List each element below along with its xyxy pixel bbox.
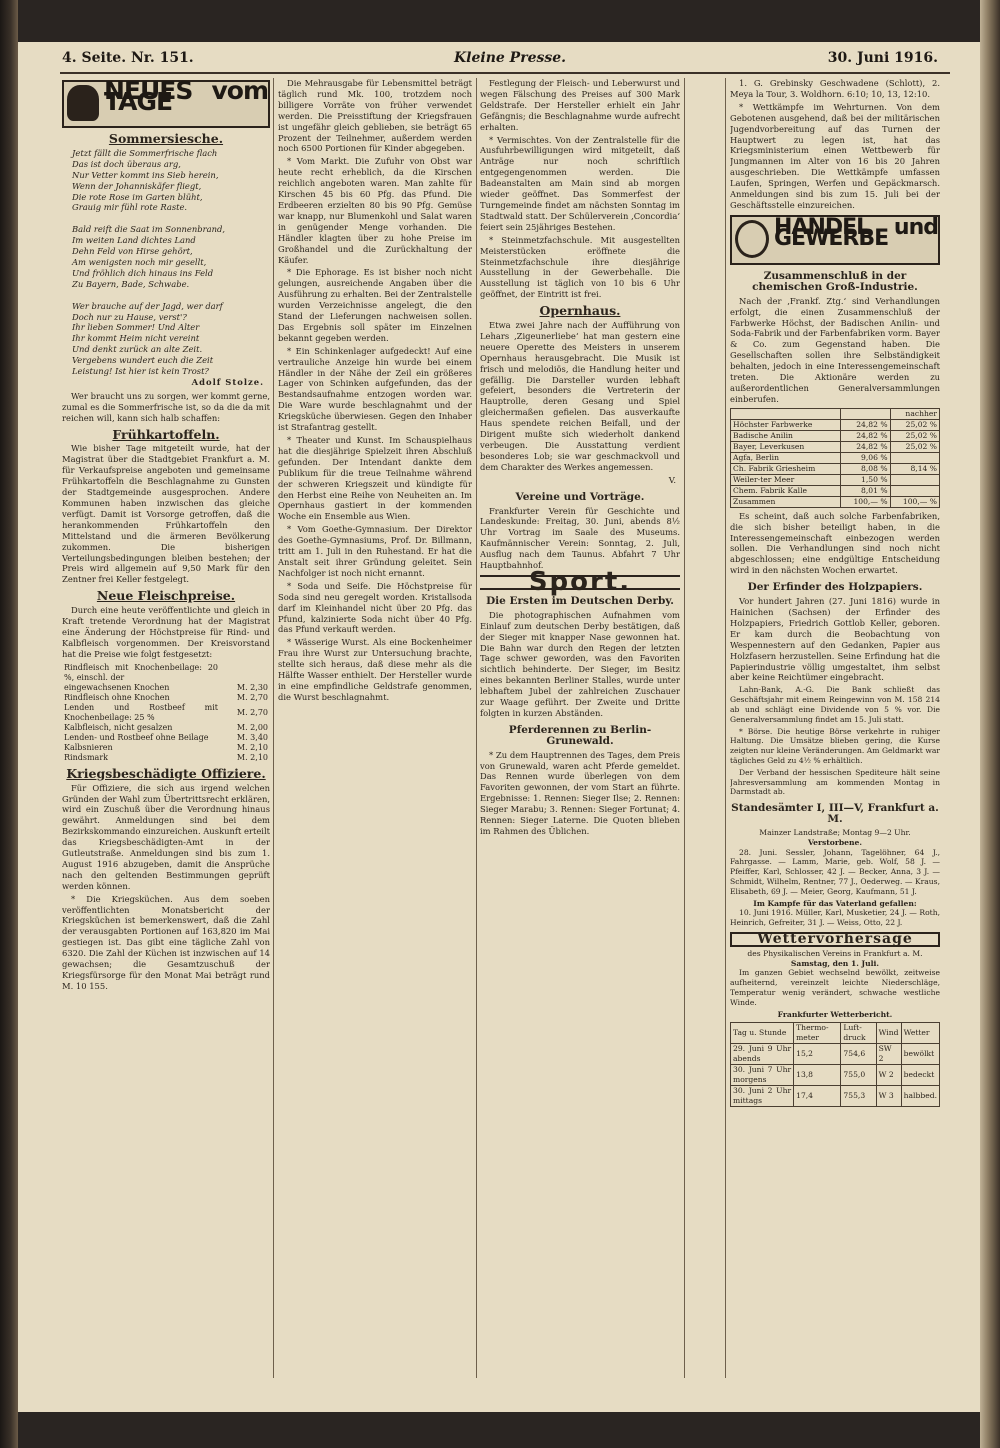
price-value: M. 2,00 — [236, 722, 268, 732]
article-verband: Der Verband der hessischen Spediteure hält seine Jahresversammlung am kommenden Montag in Darmstadt ab. — [730, 767, 940, 797]
chem-before: 24,82 % — [841, 441, 890, 452]
article-opernhaus: Etwa zwei Jahre nach der Aufführung von Lehars ‚Zigeunerliebe‘ hat man gestern eine neuere Operette des Meisters in unserem Opernhaus herausgebracht. Die Musik ist frisch und melodiös, die Handlung heiter und gefällig. Die Darsteller wurden lebhaft gefeiert, besonders die Vertreterin der Hauptrolle, deren Gesang und Spiel gleichermaßen gefielen. Das ausverkaufte Haus spendete reichen Beifall, und der Dirigent mußte sich wiederholt dankend verbeugen. Die Ausstattung verdient besonderes Lob; sie war geschmackvoll und dem Charakter des Werkes angemessen. — [480, 320, 680, 472]
chem-before: 8,08 % — [841, 463, 890, 474]
poem-line: Vergebens wundert euch die Zeit — [72, 355, 214, 366]
price-value: M. 2,70 — [236, 692, 268, 702]
article-vereine: Frankfurter Verein für Geschichte und Landeskunde: Freitag, 30. Juni, abends 8½ Uhr Vortrag im Saale des Museums. Kaufmännischer Verein: Sonntag, 2. Juli, Ausflug nach dem Taunus. Abfahrt 7 Uhr Hauptbahnhof. — [480, 505, 680, 571]
weather-row — [731, 1065, 940, 1086]
chem-row — [731, 485, 940, 496]
chem-before: 8,01 % — [841, 485, 890, 496]
price-value: M. 2,30 — [236, 682, 268, 692]
wetter-table-title: Frankfurter Wetterbericht. — [777, 1009, 893, 1019]
article-holzpapier: Vor hundert Jahren (27. Juni 1816) wurde in Hainichen (Sachsen) der Erfinder des Holzpapiers, Friedrich Gottlob Keller, geboren. Er kam durch die Beobachtung von Wespennestern auf den Gedanken, Papier aus Holzfasern herzustellen. Seine Erfindung hat die Papierindustrie völlig umgestaltet, ihm selbst aber keine Reichtümer eingebracht. — [730, 596, 940, 683]
weather-condition: bewölkt — [901, 1044, 939, 1065]
price-value — [220, 663, 270, 683]
article-soda: * Soda und Seife. Die Höchstpreise für Soda sind neu geregelt worden. Kristallsoda darf im Kleinhandel nicht über 20 Pfg. das Pfund, kalzinierte Soda nicht über 40 Pfg. das Pfund verkauft werden. — [278, 580, 472, 635]
poem-line: Das ist doch überaus arg, — [72, 158, 181, 169]
price-item: Rindfleisch ohne Knochen — [64, 692, 170, 702]
poem-line: Bald reift die Saat im Sonnenbrand, — [72, 224, 225, 235]
column-4 — [730, 78, 940, 1378]
chem-row — [731, 441, 940, 452]
article-pferderennen: * Zu dem Hauptrennen des Tages, dem Preis von Grunewald, waren acht Pferde gemeldet. Das Rennen wurde überlegen von dem Favoriten gewonnen, der vom Start an führte. Ergebnisse: 1. Rennen: Sieger Ilse; 2. Rennen: Sieger Marabu; 3. Rennen: Sieger Fortunat; 4. Rennen: Sieger Laterne. Die Quoten blieben im Rahmen des Üblichen. — [480, 749, 680, 836]
poem-line: Wer brauche auf der Jagd, wer darf — [72, 300, 223, 311]
weather-pressure: 754,6 — [841, 1044, 876, 1065]
poem-author: Adolf Stolze. — [191, 376, 264, 387]
column-2 — [278, 78, 472, 1378]
section-banner-title: HANDEL und GEWERBE — [774, 214, 938, 251]
chem-header-cell — [731, 408, 841, 419]
article-chemie: Nach der ‚Frankf. Ztg.‘ sind Verhandlungen erfolgt, die einen Zusammenschluß der Farbwerke Höchst, der Badischen Anilin- und Soda-Fabrik und der Farbenfabriken vorm. Bayer & Co. zum Gegenstand haben. Die Gesellschaften sollen ihre Selbständigkeit behalten, jedoch in eine Interessengemeinschaft treten. Die Aktionäre werden zu außerordentlichen Generalversammlungen einberufen. — [730, 295, 940, 404]
article-wurst: * Wässerige Wurst. Als eine Bockenheimer Frau ihre Wurst zur Untersuchung brachte, stellte sich heraus, daß diese mehr als die Hälfte Wasser enthielt. Der Hersteller wurde in eine empfindliche Geldstrafe genommen, die Wurst beschlagnahmt. — [278, 637, 472, 702]
headline-vereine: Vereine und Vorträge. — [515, 490, 645, 503]
weather-pressure: 755,3 — [841, 1086, 876, 1107]
headline-opernhaus: Opernhaus. — [539, 303, 621, 319]
headline-offiziere: Kriegsbeschädigte Offiziere. — [66, 765, 266, 781]
price-item: Lenden und Rostbeef mit Knochenbeilage: 25 % — [64, 702, 218, 722]
poem-line: Wenn der Johanniskäfer fliegt, — [72, 180, 202, 191]
chem-header-row — [731, 408, 940, 419]
masthead-title: Kleine Presse. — [454, 50, 567, 66]
weather-temp: 17,4 — [794, 1086, 841, 1107]
chem-after: 100,— % — [890, 496, 939, 507]
article-boerse: * Börse. Die heutige Börse verkehrte in ruhiger Haltung. Die Umsätze blieben gering, die Kurse zeigten nur kleine Veränderungen. Am Geldmarkt war tägliches Geld zu 4½ % erhältlich. — [730, 726, 940, 765]
chem-row — [731, 496, 940, 507]
article-festlegung: Festlegung der Fleisch- und Leberwurst und wegen Fälschung des Preises auf 300 Mark Geldstrafe. Der Hersteller erhielt ein Jahr Gefängnis; die Beschlagnahme wurde aufrecht erhalten. — [480, 78, 680, 132]
column-divider — [273, 78, 274, 1378]
wetter-day: Samstag, den 1. Juli. — [790, 958, 880, 968]
issue-date: 30. Juni 1916. — [827, 50, 938, 66]
chem-row — [731, 452, 940, 463]
chem-name: Agfa, Berlin — [731, 452, 841, 463]
weather-header-row — [731, 1023, 940, 1044]
headline-standesaemter: Standesämter I, III—V, Frankfurt a. M. — [731, 802, 939, 826]
chem-header-cell — [841, 408, 890, 419]
weather-header-cell: Wind — [876, 1023, 901, 1044]
chem-after: 25,02 % — [890, 430, 939, 441]
headline-pferderennen: Pferderennen zu Berlin-Grunewald. — [508, 723, 652, 747]
price-item: eingewachsenen Knochen — [64, 682, 170, 692]
article-steinmetz: * Steinmetzfachschule. Mit ausgestellten Meisterstücken eröffnete die Steinmetzfachschule ihre diesjährige Ausstellung in der Gewerbehalle. Die Ausstellung ist täglich von 10 bis 6 Uhr geöffnet, der Eintritt ist frei. — [480, 234, 680, 300]
wetter-text: Im ganzen Gebiet wechselnd bewölkt, zeitweise aufheiternd, vereinzelt leichte Niederschläge, Temperatur wenig verändert, schwache westliche Winde. — [730, 968, 940, 1007]
section-title-sport: Sport. — [480, 575, 680, 590]
poem-line: Leistung! Ist hier ist kein Trost? — [72, 366, 209, 377]
article-wehrturnen: * Wettkämpfe im Wehrturnen. Von dem Gebotenen ausgehend, daß bei der militärischen Jugendvorbereitung auf das Turnen der Hauptwert zu legen ist, hat das Kriegsministerium einen Wettbewerb für Jungmannen im Alter von 16 bis 20 Jahren ausgeschrieben. Die Wettkämpfe umfassen Laufen, Springen, Werfen und Gepäckmarsch. Anmeldungen sind bis zum 15. Juli bei der Geschäftsstelle einzureichen. — [730, 101, 940, 210]
book-spine — [0, 0, 18, 1448]
poem-line: Im weiten Land dichtes Land — [72, 235, 196, 246]
poem — [72, 148, 270, 388]
poem-line: Nur Vetter kommt ins Sieb herein, — [72, 169, 219, 180]
chemistry-table — [730, 408, 940, 508]
standes-verstorbene: Verstorbene. — [807, 837, 862, 847]
section-banner-handel — [730, 215, 940, 265]
article-results: 1. G. Grebinsky Geschwadene (Schlott), 2. Meya la Tour, 3. Woldhorn. 6:10; 10, 13, 12:10. — [730, 78, 940, 99]
weather-row — [731, 1086, 940, 1107]
chem-row — [731, 474, 940, 485]
article-derby: Die photographischen Aufnahmen vom Einlauf zum deutschen Derby bestätigen, daß der Sieger mit knapper Nase gewonnen hat. Die Bahn war durch den Regen der letzten Tage schwer geworden, was den Favoriten sichtlich behinderte. Der Sieger, im Besitz eines bekannten Berliner Stalles, wurde unter lebhaftem Jubel der zahlreichen Zuschauer zur Waage geführt. Der Zweite und Dritte folgten in kurzen Abständen. — [480, 609, 680, 718]
article-intro: Wer braucht uns zu sorgen, wer kommt gerne, zumal es die Sommerfrische ist, so da die da mit reichen will, kann sich halb schaffen: — [62, 390, 270, 423]
weather-time: 30. Juni 2 Uhr mittags — [731, 1086, 794, 1107]
article-schinkenlager: * Ein Schinkenlager aufgedeckt! Auf eine vertrauliche Anzeige hin wurde bei einem Händler in der Nähe der Zeil ein größeres Lager von Schinken aufgefunden, das der Bestandsaufnahme entzogen worden war. Die Ware wurde beschlagnahmt und der Kriegsküche überwiesen. Gegen den Inhaber ist Strafantrag gestellt. — [278, 345, 472, 433]
weather-condition: halbbed. — [901, 1086, 939, 1107]
weather-table — [730, 1022, 940, 1107]
price-value: M. 3,40 — [236, 732, 268, 742]
article-gymnasium: * Vom Goethe-Gymnasium. Der Direktor des Goethe-Gymnasiums, Prof. Dr. Billmann, tritt am 1. Juli in den Ruhestand. Er hat die Anstalt seit ihrer Gründung geleitet. Sein Nachfolger ist noch nicht ernannt. — [278, 524, 472, 578]
article-signature: V. — [668, 474, 676, 485]
price-row — [62, 683, 270, 693]
price-item: Rindsmark — [64, 752, 108, 762]
price-row — [62, 743, 270, 753]
chem-row — [731, 430, 940, 441]
article-fruehkartoffeln: Wie bisher Tage mitgeteilt wurde, hat der Magistrat über die Stadtgebiet Frankfurt a. M. für Verkaufspreise angeboten und gemeinsame Frühkartoffeln die Beschlagnahme zu Gunsten der Stadtgemeinde ausgesprochen. Andere Kommunen haben inzwischen das gleiche verfügt. Damit ist Vorsorge getroffen, daß die herankommenden Frühkartoffeln den Mittelstand und die ärmeren Bevölkerung zukommen. Die bisherigen Verteilungsbedingungen bleiben bestehen; der Preis wird allgemein auf 9,50 Mark für den Zentner frei Keller festgelegt. — [62, 443, 270, 585]
page-edge — [980, 0, 1000, 1448]
chem-after: 8,14 % — [890, 463, 939, 474]
weather-header-cell: Wetter — [901, 1023, 939, 1044]
chem-before: 1,50 % — [841, 474, 890, 485]
section-banner-title: NEUES vom TAGE — [104, 78, 268, 116]
chem-name: Ch. Fabrik Griesheim — [731, 463, 841, 474]
chem-after — [890, 452, 939, 463]
weather-header-cell: Luft-druck — [841, 1023, 876, 1044]
chem-name: Bayer, Leverkusen — [731, 441, 841, 452]
chem-before: 100,— % — [841, 496, 890, 507]
weather-wind: SW 2 — [876, 1044, 901, 1065]
weather-row — [731, 1044, 940, 1065]
standes-gefallen: Im Kampfe für das Vaterland gefallen: — [753, 898, 917, 908]
chem-name: Höchster Farbwerke — [731, 419, 841, 430]
price-table — [62, 663, 270, 763]
article-vermischtes: * Vermischtes. Von der Zentralstelle für die Ausfuhrbewilligungen wird mitgeteilt, daß Anträge nur noch schriftlich entgegengenommen werden. Die Badeanstalten am Main sind ab morgen wieder geöffnet. Das Sommerfest der Turngemeinde findet am nächsten Sonntag im Stadtwald statt. Der Schülerverein ‚Concordia‘ feiert sein 25jähriges Bestehen. — [480, 134, 680, 232]
header-rule — [60, 72, 950, 74]
article-fleischpreise: Durch eine heute veröffentlichte und gleich in Kraft tretende Verordnung hat der Magistrat eine Änderung der Höchstpreise für Rind- und Kalbfleisch vorgenommen. Der Kreisvorstand hat die Preise wie folgt festgesetzt: — [62, 605, 270, 659]
poem-line: Doch nur zu Hause, verst'? — [72, 311, 187, 322]
poem-line — [72, 290, 270, 301]
poem-line: Die rote Rose im Garten blüht, — [72, 191, 203, 202]
chem-row — [731, 463, 940, 474]
chem-after — [890, 474, 939, 485]
column-1 — [62, 78, 270, 1378]
weather-wind: W 2 — [876, 1065, 901, 1086]
poem-line: Ihr kommt Heim nicht vereint — [72, 333, 200, 344]
article-kriegskuechen: * Die Kriegsküchen. Aus dem soeben veröffentlichten Monatsbericht der Kriegsküchen ist bemerkenswert, daß die Zahl der verausgabten Portionen auf 163,820 im Mai gestiegen ist. Das gibt eine tägliche Zahl von 6320. Die Zahl der Küchen ist inzwischen auf 14 gewachsen; die Gesamtzuschuß der Kriegsfürsorge für den Monat Mai beträgt rund M. 10 155. — [62, 893, 270, 991]
poem-line: Dehn Feld von Hirse gehört, — [72, 246, 193, 257]
chem-after: 25,02 % — [890, 441, 939, 452]
article-bank: Lahn-Bank, A.-G. Die Bank schließt das Geschäftsjahr mit einem Reingewinn von M. 158 214 ab und schlägt eine Dividende von 5 % vor. Die Generalversammlung findet am 15. Juli statt. — [730, 685, 940, 724]
standes-subtitle: Mainzer Landstraße; Montag 9—2 Uhr. — [759, 827, 911, 837]
chem-name: Chem. Fabrik Kalle — [731, 485, 841, 496]
poem-line: Jetzt fällt die Sommerfrische flach — [72, 147, 218, 158]
headline-derby: Die Ersten im Deutschen Derby. — [486, 594, 674, 607]
poem-line: Grauig mir fühl rote Raste. — [72, 202, 188, 213]
price-value: M. 2,10 — [236, 742, 268, 752]
article-chemie-2: Es scheint, daß auch solche Farbenfabriken, die sich bisher beteiligt haben, in die Interessengemeinschaft einbezogen werden sollen. Die Verhandlungen sind noch nicht abgeschlossen; eine endgültige Entscheidung wird in den nächsten Wochen erwartet. — [730, 510, 940, 576]
poem-line: Und denkt zurück an alte Zeit. — [72, 344, 203, 355]
weather-header-cell: Tag u. Stunde — [731, 1023, 794, 1044]
chem-header-cell: nachher — [890, 408, 939, 419]
chem-after: 25,02 % — [890, 419, 939, 430]
column-divider — [725, 78, 726, 1378]
section-banner-neues — [62, 80, 270, 128]
price-value: M. 2,10 — [236, 752, 268, 762]
price-value: M. 2,70 — [236, 707, 268, 717]
weather-condition: bedeckt — [901, 1065, 939, 1086]
price-item: Rindfleisch mit Knochenbeilage: 20 %, einschl. der — [64, 662, 218, 682]
headline-holzpapier: Der Erfinder des Holzpapiers. — [747, 581, 923, 594]
chem-name: Weiler-ter Meer — [731, 474, 841, 485]
article-markt: * Vom Markt. Die Zufuhr von Obst war heute recht erheblich, da die Kirschen reichlich angeboten waren. Man zahlte für Kirschen 45 bis 60 Pfg. das Pfund. Die Erdbeeren erzielten 80 bis 90 Pfg. Gemüse war knapp, nur Blumenkohl und Salat waren in genügender Menge vorhanden. Die Händler klagten über zu hohe Preise im Großhandel und die Zurückhaltung der Käufer. — [278, 156, 472, 265]
column-3 — [480, 78, 680, 1378]
headline-fruehkartoffeln: Frühkartoffeln. — [112, 426, 220, 442]
chem-after — [890, 485, 939, 496]
poem-line: Zu Bayern, Bade, Schwabe. — [72, 278, 190, 289]
column-divider — [684, 78, 685, 1378]
weather-wind: W 3 — [876, 1086, 901, 1107]
wetter-subtitle: des Physikalischen Vereins in Frankfurt a. M. — [747, 948, 923, 958]
weather-time: 30. Juni 7 Uhr morgens — [731, 1065, 794, 1086]
headline-fleischpreise: Neue Fleischpreise. — [96, 588, 236, 604]
weather-temp: 13,8 — [794, 1065, 841, 1086]
price-item: Kalbfleisch, nicht gesalzen — [64, 722, 173, 732]
price-row — [62, 723, 270, 733]
poem-line — [72, 213, 270, 224]
chem-name: Badische Anilin — [731, 430, 841, 441]
chem-before: 9,06 % — [841, 452, 890, 463]
price-item: Lenden- und Rostbeef ohne Beilage — [64, 732, 209, 742]
price-row — [62, 753, 270, 763]
headline-chemie: Zusammenschluß in der chemischen Groß-Industrie. — [752, 269, 918, 293]
gefallen-list: 10. Juni 1916. Müller, Karl, Musketier, 24 J. — Roth, Heinrich, Gefreiter, 31 J. — Weiss, Otto, 22 J. — [730, 908, 940, 928]
chem-name: Zusammen — [731, 496, 841, 507]
article-offiziere: Für Offiziere, die sich aus irgend welchen Gründen der Wahl zum Übertrittsrecht erklären, wird ein Zuschuß über die Verordnung hinaus gewährt. Anmeldungen sind bei dem Bezirkskommando einzureichen. Auskunft erteilt das Kriegsbeschädigten-Amt in der Gutleutstraße. Anmeldungen sind bis zum 1. August 1916 abzugeben, damit die Ansprüche nach den geltenden Bestimmungen geprüft werden können. — [62, 782, 270, 891]
standes-list: 28. Juni. Sessler, Johann, Tagelöhner, 64 J., Fahrgasse. — Lamm, Marie, geb. Wolf, 58 J. — Pfeiffer, Karl, Schlosser, 42 J. — Becker, Anna, 3 J. — Schmidt, Wilhelm, Rentner, 77 J., Oederweg. — Kraus, Elisabeth, 69 J. — Meier, Georg, Kaufmann, 51 J. — [730, 847, 940, 896]
chem-before: 24,82 % — [841, 430, 890, 441]
poem-line: Und fröhlich dich hinaus ins Feld — [72, 267, 214, 278]
article-ephorage: * Die Ephorage. Es ist bisher noch nicht gelungen, ausreichende Angaben über die Ausführung zu erhalten. Bei der Zentralstelle wurden Verzeichnisse angelegt, die den Stand der Lieferungen nachweisen sollen. Das Ergebnis soll später im Einzelnen bekannt gegeben werden. — [278, 267, 472, 343]
wetter-title: Wettervorhersage — [730, 932, 940, 947]
weather-temp: 15,2 — [794, 1044, 841, 1065]
weather-header-cell: Thermo-meter — [794, 1023, 841, 1044]
price-row — [62, 693, 270, 703]
article-theater: * Theater und Kunst. Im Schauspielhaus hat die diesjährige Spielzeit ihren Abschluß gefunden. Der Intendant dankte dem Publikum für die treue Teilnahme während der schweren Kriegszeit und kündigte für den Herbst eine Reihe von Neuheiten an. Im Opernhaus gastiert in der kommenden Woche ein Ensemble aus Wien. — [278, 435, 472, 522]
article-mehrausgabe: Die Mehrausgabe für Lebensmittel beträgt täglich rund Mk. 100, trotzdem noch billigere Vorräte von früher verwendet werden. Die Preisstiftung der Kriegsfrauen ist ungefähr gleich geblieben, sie beträgt 65 Prozent der Teilnehmer, außerdem werden noch 6500 Portionen für Kinder abgegeben. — [278, 78, 472, 154]
price-row — [62, 733, 270, 743]
weather-pressure: 755,0 — [841, 1065, 876, 1086]
chem-row — [731, 419, 940, 430]
chem-before: 24,82 % — [841, 419, 890, 430]
price-row — [62, 703, 270, 723]
gear-icon — [735, 220, 769, 258]
price-row — [62, 663, 270, 683]
page-number: 4. Seite. Nr. 151. — [62, 50, 194, 66]
poem-line: Ihr lieben Sommer! Und Alter — [72, 322, 200, 333]
eagle-icon — [67, 85, 99, 121]
column-divider — [476, 78, 477, 1378]
weather-time: 29. Juni 9 Uhr abends — [731, 1044, 794, 1065]
headline-sommerfrische: Sommersiesche. — [108, 131, 224, 146]
price-item: Kalbsnieren — [64, 742, 113, 752]
page-header — [62, 50, 962, 72]
poem-line: Am wenigsten noch mir gesellt, — [72, 256, 207, 267]
